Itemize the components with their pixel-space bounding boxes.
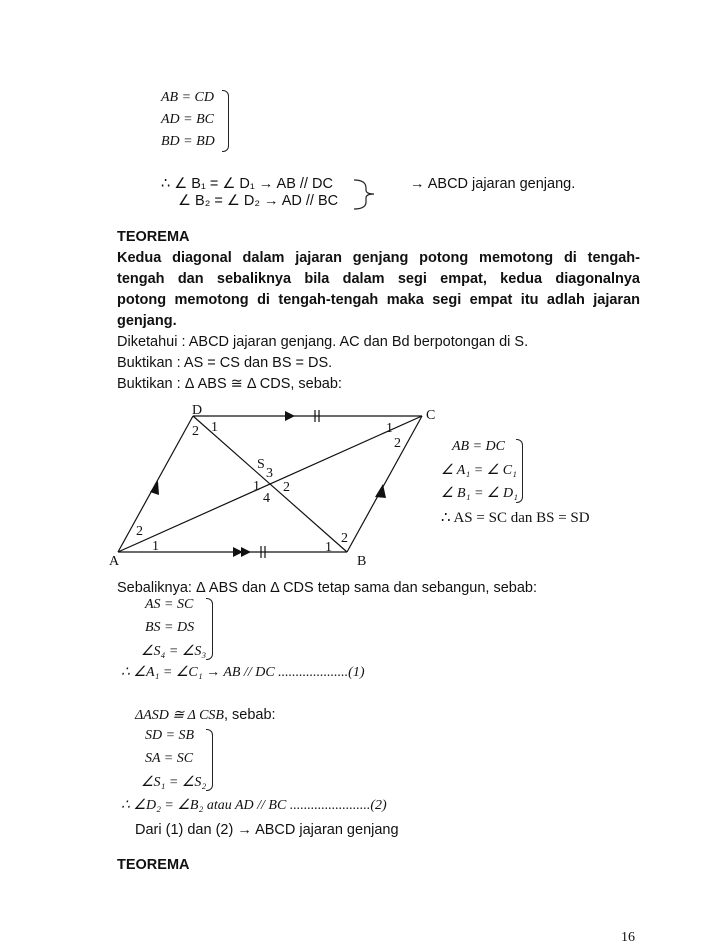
given-buktikan-2: Buktikan : Δ ABS ≅ Δ CDS, sebab: [117,376,342,392]
converse-result-2: ∴ ∠D₂ = ∠B₂ atau AD // BC .......................(2) [121,798,387,813]
label-d1: 1 [211,420,218,435]
theorem2-heading: TEOREMA [117,857,190,873]
converse-tri2-row [135,706,276,724]
converse-eq-1: AS = SC [145,597,194,612]
proof1-brace-right [352,176,382,212]
converse-tri2-suffix: , sebab: [223,707,276,723]
converse-tri2: ΔASD ≅ Δ CSB [135,708,224,723]
parallelogram-figure [100,395,620,580]
converse-brace-1 [206,598,213,660]
label-s4: 4 [263,491,270,506]
arrow-ad [150,481,159,495]
label-c1: 1 [386,421,393,436]
proof1-eq-2: AD = BC [161,112,214,127]
proof1-line-2: ∠ B₂ = ∠ D₂ → AD // BC [178,193,339,209]
diagonal-bd [193,416,347,552]
vertex-d: D [192,403,203,418]
label-a1: 1 [152,539,159,554]
figure-conclusion: ∴ AS = SC dan BS = SD [441,510,590,526]
label-s2: 2 [283,480,290,495]
proof1-eq-1: AB = CD [161,90,214,105]
converse2-eq-2: SA = SC [145,751,194,766]
converse-final: Dari (1) dan (2) → ABCD jajaran genjang [135,822,399,838]
proof1-brace [222,90,229,152]
converse-eq-2: BS = DS [145,620,195,635]
figure-brace [516,439,523,503]
figure-eq-1: AB = DC [452,439,505,454]
vertex-b: B [357,554,367,569]
label-a2: 2 [136,524,143,539]
arrow-dc [285,411,295,421]
converse-result-1: ∴ ∠A₁ = ∠C₁ → AB // DC ....................(1) [121,665,365,680]
label-c2: 2 [394,436,401,451]
converse-brace-2 [206,729,213,791]
given-diketahui: Diketahui : ABCD jajaran genjang. AC dan Bd berpotongan di S. [117,334,529,350]
side-ad [118,416,193,552]
converse2-eq-1: SD = SB [145,728,195,743]
vertex-a: A [109,554,120,569]
theorem1-heading: TEOREMA [117,229,190,245]
vertex-c: C [426,408,436,423]
side-cb [347,416,422,552]
theorem1-line-4: genjang. [117,313,177,329]
theorem1-line-3: potong memotong di tengah-tengah maka segi empat itu adlah jajaran [117,292,640,308]
page-number: 16 [621,930,635,945]
vertex-s: S [257,457,265,472]
arrow-bc [375,484,386,498]
theorem1-line-2: tengah dan sebaliknya bila dalam segi empat, kedua diagonalnya [117,271,640,287]
proof1-conclusion: → ABCD jajaran genjang. [410,176,576,192]
figure-eq-2: ∠ A₁ = ∠ C₁ [441,463,517,478]
theorem1-line-1: Kedua diagonal dalam jajaran genjang potong memotong di tengah- [117,250,640,266]
label-b2: 2 [341,531,348,546]
converse-eq-3: ∠S₄ = ∠S₃ [141,644,207,659]
label-b1: 1 [325,540,332,555]
arrow-ab-2 [241,547,251,557]
converse2-eq-3: ∠S₁ = ∠S₂ [141,775,207,790]
converse-intro: Sebaliknya: Δ ABS dan Δ CDS tetap sama dan sebangun, sebab: [117,580,538,596]
proof1-line-1: ∴ ∠ B₁ = ∠ D₁ → AB // DC [161,176,333,192]
label-s3: 3 [266,466,273,481]
figure-eq-3: ∠ B₁ = ∠ D₁ [441,486,518,501]
proof1-eq-3: BD = BD [161,134,215,149]
label-s1: 1 [253,479,260,494]
given-buktikan-1: Buktikan : AS = CS dan BS = DS. [117,355,333,371]
label-d2: 2 [192,424,199,439]
